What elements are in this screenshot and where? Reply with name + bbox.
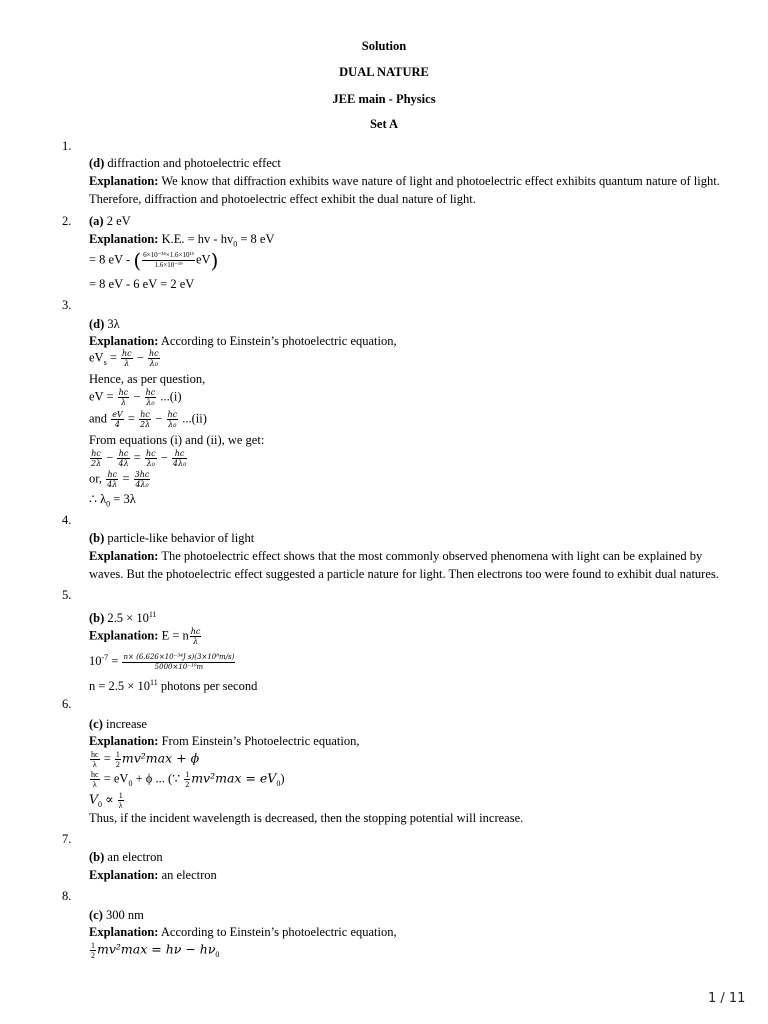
exam-title: JEE main - Physics bbox=[332, 92, 436, 106]
doc-title: Solution bbox=[361, 39, 407, 53]
explanation-1: Explanation: We know that diffraction exhibits wave nature of light and photoelectric effect exhibits quantum nature of light. Therefore, diffraction and photoelectric effect exhibit the dual nature of light. bbox=[89, 174, 720, 206]
chapter-title: DUAL NATURE bbox=[339, 65, 429, 79]
explanation-8: Explanation: According to Einstein’s photoelectric equation, bbox=[89, 925, 397, 939]
answer-3: (d) 3λ bbox=[89, 317, 120, 331]
explanation-3: Explanation: According to Einstein’s photoelectric equation, bbox=[89, 334, 397, 348]
explanation-7: Explanation: an electron bbox=[89, 868, 217, 882]
question-number-4: 4. bbox=[62, 513, 72, 527]
q5-eq1: $10^{-7}$ = $\frac{\text{n× (6.626×10⁻³⁴J s)(3×10⁸m/s)}}{\text{5000×10⁻¹⁰m}}$ bbox=[89, 652, 235, 671]
q6-conclusion: Thus, if the incident wavelength is decreased, then the stopping potential will increase. bbox=[89, 811, 524, 825]
explanation-6: Explanation: From Einstein’s Photoelectric equation, bbox=[89, 734, 360, 748]
q3-eq5: or, $\frac{hc}{4\lambda}$ = $\frac{3hc}{\text{4λ₀}}$ bbox=[89, 470, 150, 489]
answer-8: (c) 300 nm bbox=[89, 908, 144, 922]
answer-1: (d) diffraction and photoelectric effect bbox=[89, 156, 281, 170]
answer-7: (b) an electron bbox=[89, 850, 163, 864]
answer-4: (b) particle-like behavior of light bbox=[89, 531, 255, 545]
question-number-2: 2. bbox=[62, 214, 72, 228]
q3-eq1: $eV_s$ = $\frac{hc}{\lambda}$ − $\frac{hc}{\text{λ₀}}$ bbox=[89, 349, 159, 368]
q6-eq2: $\frac{hc}{\lambda}$ = $eV_0 + \phi$ ... (∵ $\frac{1}{2}$ $mv^2\max = eV_0$) bbox=[91, 770, 285, 789]
q3-eq2: eV = $\frac{hc}{\lambda}$ − $\frac{hc}{\text{λ₀}}$ ...(i) bbox=[89, 388, 182, 407]
answer-2: (a) 2 eV bbox=[89, 214, 131, 228]
page-indicator: 1 / 11 bbox=[708, 991, 746, 1006]
question-number-6: 6. bbox=[62, 697, 72, 711]
q3-text1: Hence, as per question, bbox=[89, 372, 206, 386]
set-title: Set A bbox=[369, 117, 399, 131]
question-number-7: 7. bbox=[62, 832, 72, 846]
q3-eq4: $\frac{hc}{2\lambda}$ − $\frac{hc}{4\lambda}$ = $\frac{hc}{\text{λ₀}}$ − $\frac{hc}{\text{4λ₀}}$ bbox=[91, 449, 187, 468]
q2-step1: = 8 eV - ( $\frac{\text{6×10⁻³⁴×1.6×10¹⁵}}{\text{1.6×10⁻¹⁹}}$ eV) bbox=[89, 248, 219, 273]
explanation-2: Explanation: K.E. = hv - $hv_0 = 8$ eV bbox=[89, 232, 275, 249]
q6-eq1: $\frac{hc}{\lambda}$ = $\frac{1}{2}$ mv²max + ϕ bbox=[91, 750, 200, 769]
q8-eq1: $\frac{1}{2}$ $mv^2\max = h\nu - h\nu_0$ bbox=[91, 941, 220, 960]
explanation-5: Explanation: E = n $\frac{hc}{\lambda}$ bbox=[89, 627, 201, 646]
question-number-1: 1. bbox=[62, 139, 72, 153]
q2-step2: = 8 eV - 6 eV = 2 eV bbox=[89, 277, 195, 291]
answer-6: (c) increase bbox=[89, 717, 147, 731]
explanation-4: Explanation: The photoelectric effect shows that the most commonly observed phenomena with light can be explained by waves. But the photoelectric effect suggested a particle nature for light. Then electrons too were found to exhibit dual natures. bbox=[89, 549, 719, 581]
q5-result: $n = 2.5 \times 10^{11}$ photons per second bbox=[89, 678, 258, 694]
q3-result: ∴ $\lambda_0 = 3\lambda$ bbox=[89, 492, 136, 509]
q3-eq3: and $\frac{eV}{4}$ = $\frac{hc}{2\lambda}$ − $\frac{hc}{\text{λ₀}}$ ...(ii) bbox=[89, 410, 207, 429]
question-number-5: 5. bbox=[62, 588, 72, 602]
q6-eq3: $V_0$ ∝ $\frac{1}{\lambda}$ bbox=[89, 791, 123, 810]
question-number-3: 3. bbox=[62, 298, 72, 312]
question-number-8: 8. bbox=[62, 889, 72, 903]
answer-5: (b) $2.5 \times 10^{11}$ bbox=[89, 610, 157, 626]
q3-text2: From equations (i) and (ii), we get: bbox=[89, 433, 265, 447]
